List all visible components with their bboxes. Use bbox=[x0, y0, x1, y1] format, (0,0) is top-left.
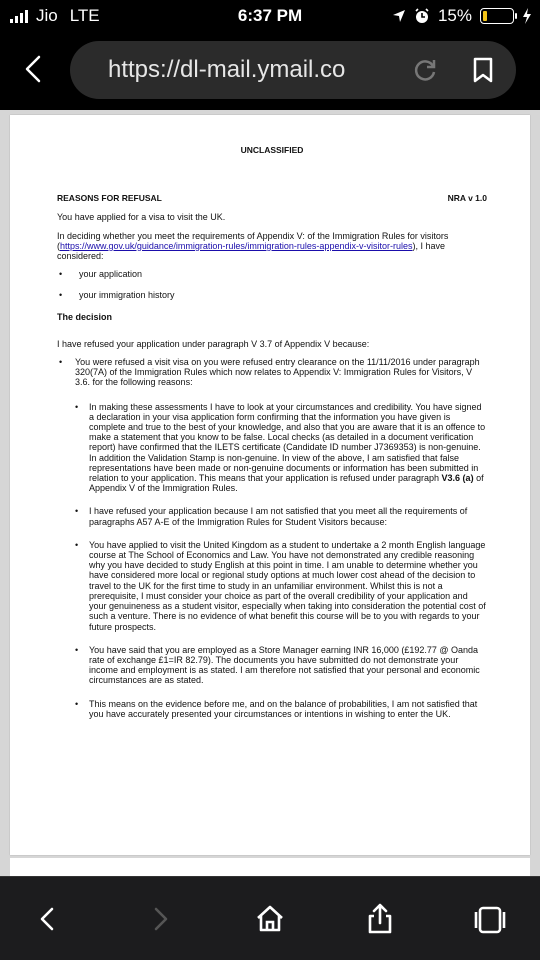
document-header bbox=[57, 193, 487, 203]
decision-intro: I have refused your application under paragraph V 3.7 of Appendix V because: bbox=[57, 338, 370, 349]
reload-icon[interactable] bbox=[410, 55, 440, 85]
carrier-name: Jio bbox=[36, 6, 58, 25]
classification-label: UNCLASSIFIED bbox=[240, 145, 304, 155]
bottom-toolbar bbox=[0, 876, 540, 960]
url-text[interactable]: https://dl-mail.ymail.co bbox=[108, 56, 346, 83]
rules-link[interactable]: https://www.gov.uk/guidance/immigration-rules/immigration-rules-appendix-v-visitor-rules bbox=[60, 240, 413, 251]
next-page bbox=[10, 858, 530, 876]
status-right bbox=[392, 6, 532, 26]
list-item: • You have applied to visit the United Kingdom as a student to undertake a 2 month English language course at The School of Economics and Law. You have not demonstrated any credible reasoning why you have decided to study English at this point in time. I am unable to determine whether you have considered more local or regional study options at much lower cost ahead of the decision to travel to the UK for the first time to study in an unfamiliar environment. Whilst this is not a prerequisite, I must consider your choice as part of the overall credibility of your application and your genuineness as a student visitor, especially when taking into consideration the potential cost of such a venture. There is no evidence of what benefit this course will be to you with regards to your future prospects. bbox=[75, 540, 487, 632]
reason-text: of Appendix V of the Immigration Rules. bbox=[89, 473, 484, 494]
document-viewer[interactable] bbox=[0, 110, 540, 876]
list-item: • This means on the evidence before me, and on the balance of probabilities, I am not satisfied that you have accurately presented your circumstances or intentions in wishing to enter the UK. bbox=[75, 699, 487, 719]
list-item: • I have refused your application because I am not satisfied that you meet all the requirements of paragraphs A57 A-E of the Immigration Rules for Student Visitors because: bbox=[75, 506, 487, 526]
main-reason-text: You were refused a visit visa on you were refused entry clearance on the 11/11/2016 under paragraph 320(7A) of the Immigration Rules which now relates to Appendix V: Immigration Rules for Visitors, V 3.6. for the following reasons: bbox=[75, 357, 480, 388]
list-item: • your immigration history bbox=[57, 290, 487, 300]
browser-header bbox=[0, 34, 540, 110]
reason-paragraph-ref: V3.6 (a) bbox=[441, 473, 474, 484]
battery-percent: 15% bbox=[437, 6, 472, 25]
list-item: • You have said that you are employed as a Store Manager earning INR 16,000 (£192.77 @ Oanda rate of exchange £1=IR 82.79). The documents you have submitted do not demonstrate your income and employment is as stated. I am therefore not satisfied that your personal and economic circumstances are as stated. bbox=[75, 645, 487, 686]
battery-icon bbox=[480, 8, 514, 24]
consider-text bbox=[57, 231, 487, 262]
battery-fill bbox=[483, 11, 487, 21]
network-type: LTE bbox=[69, 6, 100, 25]
tabs-icon[interactable] bbox=[470, 899, 510, 939]
home-icon[interactable] bbox=[250, 899, 290, 939]
share-icon[interactable] bbox=[360, 899, 400, 939]
document-page bbox=[10, 115, 530, 855]
reasons-list bbox=[57, 357, 487, 719]
status-bar bbox=[0, 0, 540, 34]
document-heading: REASONS FOR REFUSAL bbox=[57, 193, 162, 204]
bookmark-icon[interactable] bbox=[468, 55, 498, 85]
alarm-icon bbox=[414, 8, 430, 24]
sub-reasons-list bbox=[75, 402, 487, 719]
back-icon[interactable] bbox=[18, 52, 52, 86]
status-time: 6:37 PM bbox=[237, 6, 303, 25]
location-icon bbox=[392, 9, 406, 23]
consider-text-pre: In deciding whether you meet the requirements of Appendix V: of the Immigration Rules for visitors ( bbox=[57, 230, 449, 251]
document-version: NRA v 1.0 bbox=[447, 193, 487, 204]
main-reason bbox=[57, 357, 487, 719]
list-item bbox=[75, 402, 487, 494]
back-icon[interactable] bbox=[28, 899, 68, 939]
intro-text: You have applied for a visa to visit the UK. bbox=[57, 212, 226, 223]
forward-icon[interactable] bbox=[140, 899, 180, 939]
charging-icon bbox=[522, 8, 532, 24]
consider-text-post: ), I have considered: bbox=[57, 240, 445, 262]
address-bar[interactable] bbox=[70, 41, 516, 99]
considered-list bbox=[57, 269, 487, 300]
list-item: • your application bbox=[57, 269, 487, 279]
reason-text: In making these assessments I have to look at your circumstances and credibility. You have signed a declaration in your visa application form confirming that the information you have given is complete and true to the best of your knowledge, and also that you are aware that it is an offence to make a statement that you know to be false. Local checks (as detailed in a document verification report) have confirmed that the ILETS certificate (Candidate ID number J7369353) is non-genuine. In addition the Validation Stamp is non-genuine. In view of the above, I am satisfied that false representations have been made or non-genuine documents or information has been submitted in relation to your application. This means that your application is refused under paragraph bbox=[89, 401, 486, 484]
decision-title: The decision bbox=[57, 311, 113, 322]
document-content bbox=[57, 145, 487, 732]
